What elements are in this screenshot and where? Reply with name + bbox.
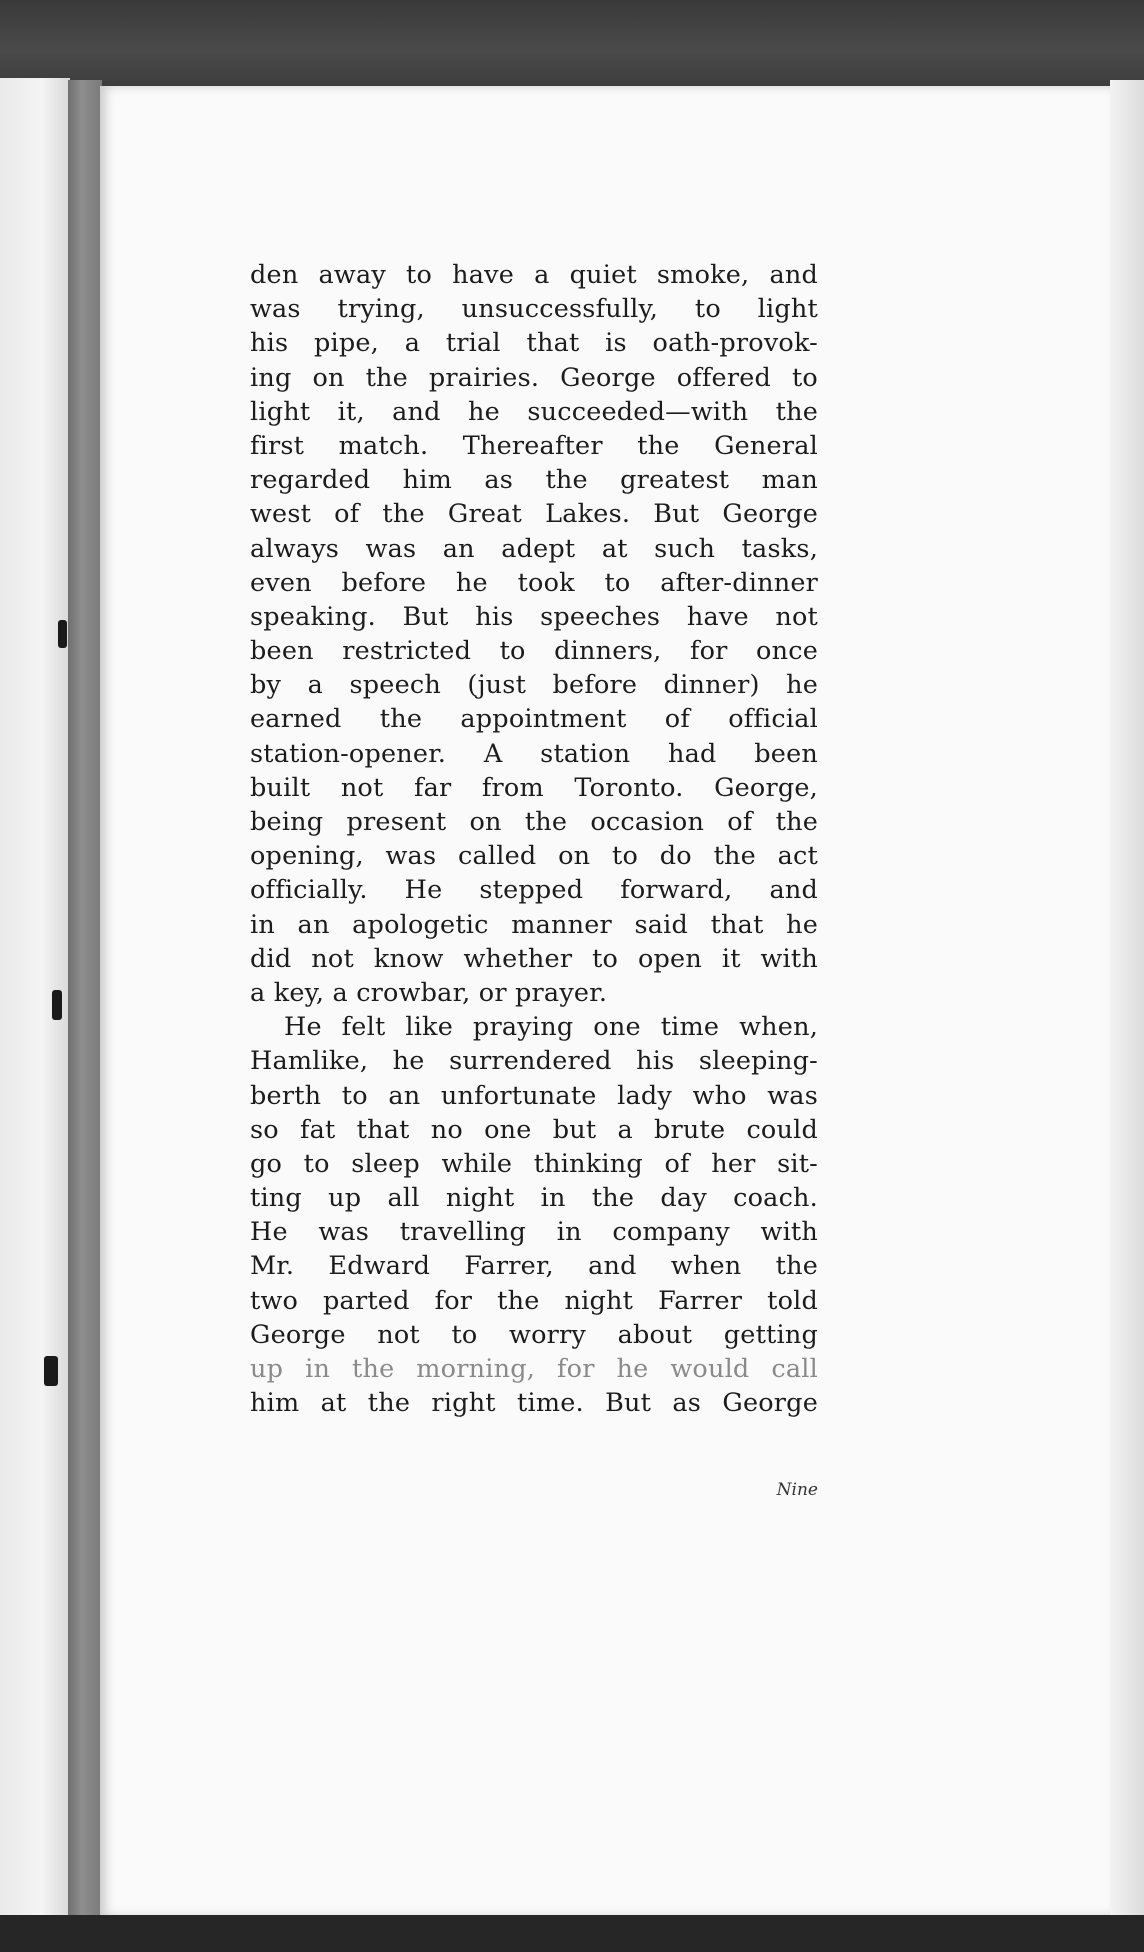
text-line: Mr. Edward Farrer, and when the bbox=[250, 1251, 818, 1282]
text-line: been restricted to dinners, for once bbox=[250, 636, 818, 667]
text-line: did not know whether to open it with bbox=[250, 943, 818, 974]
text-line: berth to an unfortunate lady who was bbox=[250, 1080, 818, 1111]
book-gutter bbox=[68, 80, 102, 1922]
text-line: first match. Thereafter the General bbox=[250, 430, 818, 461]
text-line: He was travelling in company with bbox=[250, 1217, 818, 1248]
page-number: Nine bbox=[776, 1480, 818, 1500]
scan-bottom-border bbox=[0, 1915, 1144, 1952]
binding-mark bbox=[52, 990, 62, 1020]
text-line: being present on the occasion of the bbox=[250, 807, 818, 837]
body-text bbox=[250, 258, 818, 1420]
text-line: a key, a crowbar, or prayer. bbox=[250, 977, 608, 1008]
text-line: two parted for the night Farrer told bbox=[250, 1285, 818, 1316]
text-line: regarded him as the greatest man bbox=[250, 465, 818, 496]
text-line: in an apologetic manner said that he bbox=[250, 909, 818, 940]
text-line: speaking. But his speeches have not bbox=[250, 601, 818, 632]
text-line: He felt like praying one time when, bbox=[284, 1012, 818, 1043]
binding-mark bbox=[58, 620, 67, 648]
text-line: his pipe, a trial that is oath-provok- bbox=[250, 328, 818, 359]
text-line: officially. He stepped forward, and bbox=[250, 875, 818, 906]
text-line: by a speech (just before dinner) he bbox=[250, 670, 818, 701]
text-line: west of the Great Lakes. But George bbox=[250, 499, 818, 530]
text-line: was trying, unsuccessfully, to light bbox=[250, 294, 818, 325]
text-line: ing on the prairies. George offered to bbox=[250, 362, 818, 393]
text-line: built not far from Toronto. George, bbox=[250, 772, 818, 803]
page-right-edge bbox=[1110, 80, 1144, 1922]
text-line: earned the appointment of official bbox=[250, 704, 818, 735]
text-line: go to sleep while thinking of her sit- bbox=[250, 1148, 818, 1179]
text-line: den away to have a quiet smoke, and bbox=[250, 260, 818, 290]
text-line: up in the morning, for he would call bbox=[250, 1354, 818, 1384]
text-line: light it, and he succeeded—with the bbox=[250, 396, 818, 427]
text-line: him at the right time. But as George bbox=[250, 1388, 818, 1419]
text-line: Hamlike, he surrendered his sleeping- bbox=[250, 1046, 818, 1077]
binding-mark bbox=[44, 1356, 58, 1386]
text-line: even before he took to after-dinner bbox=[250, 567, 818, 598]
text-line: George not to worry about getting bbox=[250, 1319, 818, 1350]
text-line: ting up all night in the day coach. bbox=[250, 1183, 818, 1214]
scan-top-border bbox=[0, 0, 1144, 92]
text-line: always was an adept at such tasks, bbox=[250, 533, 818, 564]
text-line: so fat that no one but a brute could bbox=[250, 1114, 818, 1145]
text-line: opening, was called on to do the act bbox=[250, 841, 818, 872]
text-line: station-opener. A station had been bbox=[250, 738, 818, 769]
